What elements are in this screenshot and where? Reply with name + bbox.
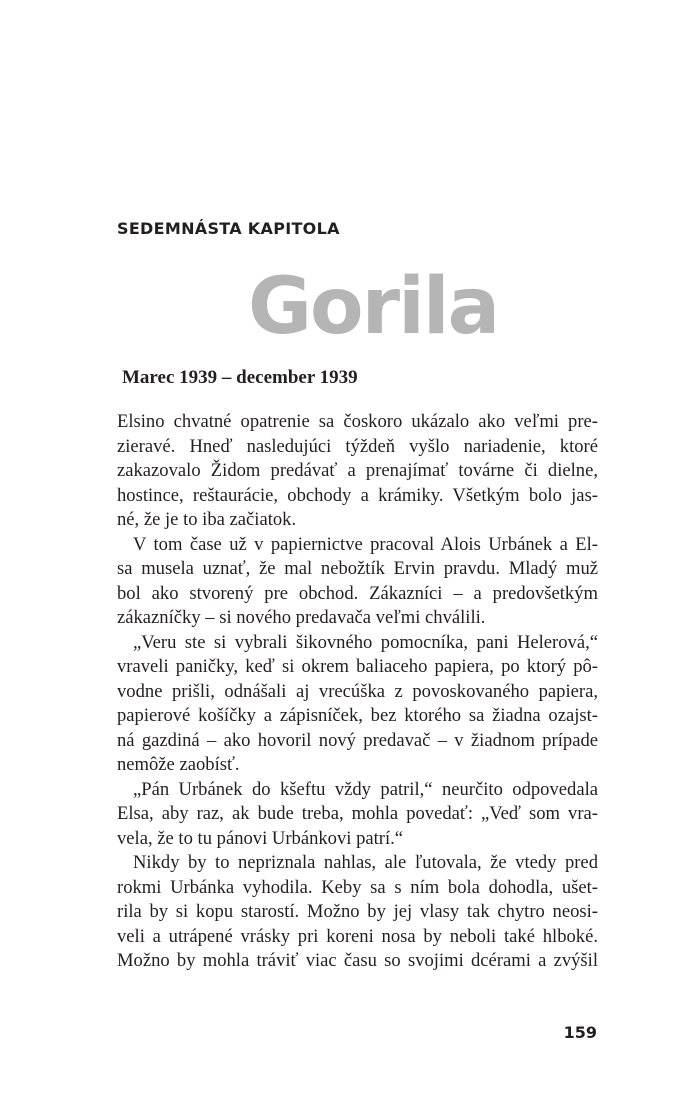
text-line: Možno by mohla tráviť viac času so svojimi dcérami a zvýšil	[117, 950, 598, 971]
text-line: rokmi Urbánka vyhodila. Keby sa s ním bola dohodla, ušet-	[117, 876, 598, 898]
text-line: vraveli paničky, keď si okrem baliaceho papiera, po ktorý pô-	[117, 656, 598, 677]
text-line: veli a utrápené vrásky pri koreni nosa by neboli také hlboké.	[117, 925, 598, 947]
text-line: Nikdy by to nepriznala nahlas, ale ľutovala, že vtedy pred	[133, 852, 598, 873]
text-line: ná gazdiná – ako hovoril nový predavač – v žiadnom prípade	[117, 729, 598, 751]
text-line: hostince, reštaurácie, obchody a krámiky. Všetkým bolo jas-	[117, 484, 598, 506]
text-line: „Pán Urbánek do kšeftu vždy patril,“ neurčito odpovedala	[133, 778, 598, 800]
text-line: rila by si kopu starostí. Možno by jej vlasy tak chytro neosi-	[117, 901, 598, 922]
text-line: vela, že to tu pánovi Urbánkovi patrí.“	[117, 827, 404, 849]
text-line: V tom čase už v papiernictve pracoval Alois Urbánek a El-	[133, 533, 598, 555]
chapter-title: SEDEMNÁSTA KAPITOLA	[117, 219, 340, 238]
text-line: zákazníčky – si nového predavača veľmi chválili.	[117, 607, 486, 628]
page-number: 159	[563, 1023, 597, 1042]
text-line: Elsa, aby raz, ak bude treba, mohla povedať: „Veď som vra-	[117, 803, 598, 824]
text-line: nemôže zaobísť.	[117, 754, 240, 775]
text-line: né, že je to iba začiatok.	[117, 509, 297, 530]
text-line: papierové košíčky a zápisníček, bez ktorého sa žiadna ozajst-	[117, 705, 598, 726]
text-line: sa musela uznať, že mal nebožtík Ervin pravdu. Mladý muž	[117, 558, 598, 579]
text-line: zakazovalo Židom predávať a prenajímať továrne či dielne,	[117, 460, 598, 481]
text-line: vodne prišli, odnášali aj vrecúška z povoskovaného papiera,	[117, 680, 598, 702]
text-line: „Veru ste si vybrali šikovného pomocníka, pani Helerová,“	[133, 631, 598, 653]
text-line: zieravé. Hneď nasledujúci týždeň vyšlo nariadenie, ktoré	[117, 435, 598, 457]
watermark-logo: Gorila	[248, 262, 499, 352]
text-line: bol ako stvorený pre obchod. Zákazníci – a predovšetkým	[117, 582, 598, 604]
body-text	[117, 410, 598, 974]
text-line: Elsino chvatné opatrenie sa čoskoro ukázalo ako veľmi pre-	[117, 411, 598, 432]
section-date-heading: Marec 1939 – december 1939	[122, 367, 358, 388]
